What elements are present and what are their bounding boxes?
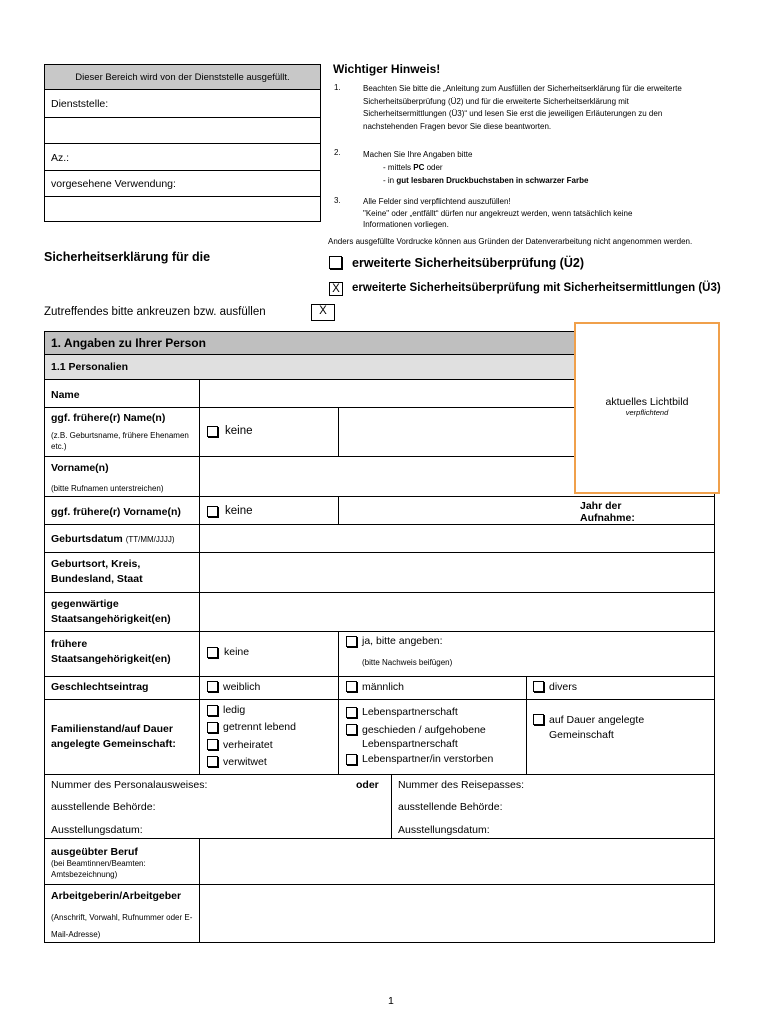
weiblich-label: weiblich (223, 681, 261, 693)
getrennt-checkbox[interactable] (207, 722, 218, 733)
former-name-field[interactable] (339, 408, 575, 455)
arbeitgeber-field[interactable] (200, 885, 713, 942)
lebenspartner-verstorben-checkbox[interactable] (346, 754, 357, 765)
geburtsdatum-field[interactable] (200, 525, 713, 551)
former-name-label: ggf. frühere(r) Name(n) (51, 412, 166, 424)
staatsang-label: gegenwärtige Staatsangehörigkeit(en) (51, 598, 171, 625)
former-name-hint: (z.B. Geburtsname, frühere Ehenamen etc.) (51, 431, 189, 451)
verheiratet-checkbox[interactable] (207, 739, 218, 750)
fruehere-staatsang-ja-checkbox[interactable] (346, 636, 357, 647)
verwitwet-label: verwitwet (223, 756, 267, 768)
notice-item-2-num: 2. (334, 148, 341, 157)
form-title: Sicherheitserklärung für die (44, 250, 211, 264)
divers-checkbox[interactable] (533, 681, 544, 692)
notice-item-2: Machen Sie Ihre Angaben bitte - mittels PC oder - in gut lesbaren Druckbuchstaben in schwarzer Farbe (363, 150, 589, 185)
office-box-header: Dieser Bereich wird von der Dienststelle ausgefüllt. (75, 72, 290, 83)
former-name-keine-label: keine (225, 425, 253, 437)
section-header: 1. Angaben zu Ihrer Person (51, 336, 206, 350)
az-label: Az.: (51, 152, 70, 164)
ledig-label: ledig (223, 704, 246, 716)
ausweis-nr-label: Nummer des Personalausweises: (51, 779, 208, 791)
geburtsort-field[interactable] (200, 553, 713, 591)
geschieden-checkbox[interactable] (346, 724, 357, 735)
photo-sublabel: verpflichtend (625, 408, 669, 417)
u3-checkbox-mark: X (332, 283, 340, 295)
name-label: Name (51, 389, 80, 401)
dienststelle-label: Dienststelle: (51, 98, 109, 110)
fruehere-staatsang-field[interactable] (470, 632, 713, 675)
dauer-gemeinschaft-checkbox[interactable] (533, 714, 544, 725)
fruehere-staatsang-label: frühere Staatsangehörigkeit(en) (51, 638, 171, 665)
pass-datum-label: Ausstellungsdatum: (398, 824, 490, 836)
verwitwet-checkbox[interactable] (207, 756, 218, 767)
geschlecht-label: Geschlechtseintrag (51, 681, 149, 693)
u2-option-label: erweiterte Sicherheitsüberprüfung (Ü2) (352, 256, 584, 270)
beruf-field[interactable] (200, 839, 713, 883)
name-field[interactable] (200, 380, 576, 407)
u2-checkbox[interactable] (329, 256, 342, 269)
vorname-hint: (bitte Rufnamen unterstreichen) (51, 484, 164, 493)
vorname-field[interactable] (200, 457, 575, 496)
staatsang-field[interactable] (200, 593, 713, 630)
geschieden-label: geschieden / aufgehobene Lebenspartnerschaft (362, 724, 486, 750)
lebenspartner-verstorben-label: Lebenspartner/in verstorben (362, 753, 494, 765)
subsection-header: 1.1 Personalien (51, 361, 129, 373)
notice-item-1: Beachten Sie bitte die „Anleitung zum Ausfüllen der Sicherheitserklärung für die erweiterte Sicherheitsüberprüfung (Ü2) und für die erweiterte Sicherheitserklärung mit Sicherheitsermittlungen (Ü3)“ und lesen Sie erst die jeweiligen Erläuterungen zu den nachstehenden Fragen bevor Sie diese beantworten. (363, 84, 682, 131)
fruehere-staatsang-ja-label: ja, bitte angeben: (362, 635, 443, 647)
geburtsdatum-label: Geburtsdatum (TT/MM/JJJJ) (51, 533, 175, 545)
notice-item-3: Alle Felder sind verpflichtend auszufüllen! "Keine" oder „entfällt“ dürfen nur angekreuzt werden, wenn tatsächlich keine Informationen vorliegen. (363, 197, 633, 229)
instruction-example-mark: X (319, 305, 327, 317)
notice-footer: Anders ausgefüllte Vordrucke können aus Gründen der Datenverarbeitung nicht angenommen werden. (328, 237, 693, 246)
former-vorname-label: ggf. frühere(r) Vorname(n) (51, 506, 181, 518)
weiblich-checkbox[interactable] (207, 681, 218, 692)
maennlich-checkbox[interactable] (346, 681, 357, 692)
former-vorname-keine-label: keine (225, 505, 253, 517)
page-number: 1 (388, 995, 394, 1007)
notice-title: Wichtiger Hinweis! (333, 62, 441, 76)
verwendung-label: vorgesehene Verwendung: (51, 178, 176, 190)
notice-item-1-num: 1. (334, 83, 341, 92)
pass-behoerde-label: ausstellende Behörde: (398, 801, 503, 813)
lebenspartnerschaft-label: Lebenspartnerschaft (362, 706, 458, 718)
lebenspartnerschaft-checkbox[interactable] (346, 707, 357, 718)
instruction-text: Zutreffendes bitte ankreuzen bzw. ausfüllen (44, 306, 266, 318)
vorname-label: Vorname(n) (51, 462, 109, 474)
fruehere-staatsang-keine-checkbox[interactable] (207, 647, 218, 658)
verheiratet-label: verheiratet (223, 739, 273, 751)
photo-year-label: Jahr der Aufnahme: (580, 500, 635, 524)
former-vorname-field[interactable] (339, 497, 575, 523)
beruf-label: ausgeübter Beruf (51, 846, 138, 858)
photo-label: aktuelles Lichtbild (605, 396, 689, 408)
familienstand-label: Familienstand/auf Dauer angelegte Gemeinschaft: (51, 723, 176, 750)
former-name-keine-checkbox[interactable] (207, 426, 218, 437)
verwendung-field[interactable] (45, 197, 320, 221)
divers-label: divers (549, 681, 578, 693)
arbeitgeber-hint: (Anschrift, Vorwahl, Rufnummer oder E-Mail-Adresse) (51, 913, 193, 939)
dauer-gemeinschaft-label: auf Dauer angelegte Gemeinschaft (549, 714, 645, 741)
nachweis-hint: (bitte Nachweis beifügen) (362, 658, 453, 667)
pass-nr-label: Nummer des Reisepasses: (398, 779, 525, 791)
notice-item-3-num: 3. (334, 196, 341, 205)
maennlich-label: männlich (362, 681, 405, 693)
geburtsort-label: Geburtsort, Kreis, Bundesland, Staat (51, 558, 143, 585)
oder-label: oder (356, 779, 379, 791)
arbeitgeber-label: Arbeitgeberin/Arbeitgeber (51, 890, 182, 902)
former-vorname-keine-checkbox[interactable] (207, 506, 218, 517)
u3-option-label: erweiterte Sicherheitsüberprüfung mit Sicherheitsermittlungen (Ü3) (352, 282, 721, 294)
dienststelle-field[interactable] (45, 118, 320, 142)
fruehere-staatsang-keine-label: keine (224, 646, 250, 658)
ausweis-behoerde-label: ausstellende Behörde: (51, 801, 156, 813)
getrennt-label: getrennt lebend (223, 721, 296, 733)
beruf-hint: (bei Beamtinnen/Beamten: Amtsbezeichnung) (51, 859, 146, 879)
ausweis-datum-label: Ausstellungsdatum: (51, 824, 143, 836)
ledig-checkbox[interactable] (207, 705, 218, 716)
